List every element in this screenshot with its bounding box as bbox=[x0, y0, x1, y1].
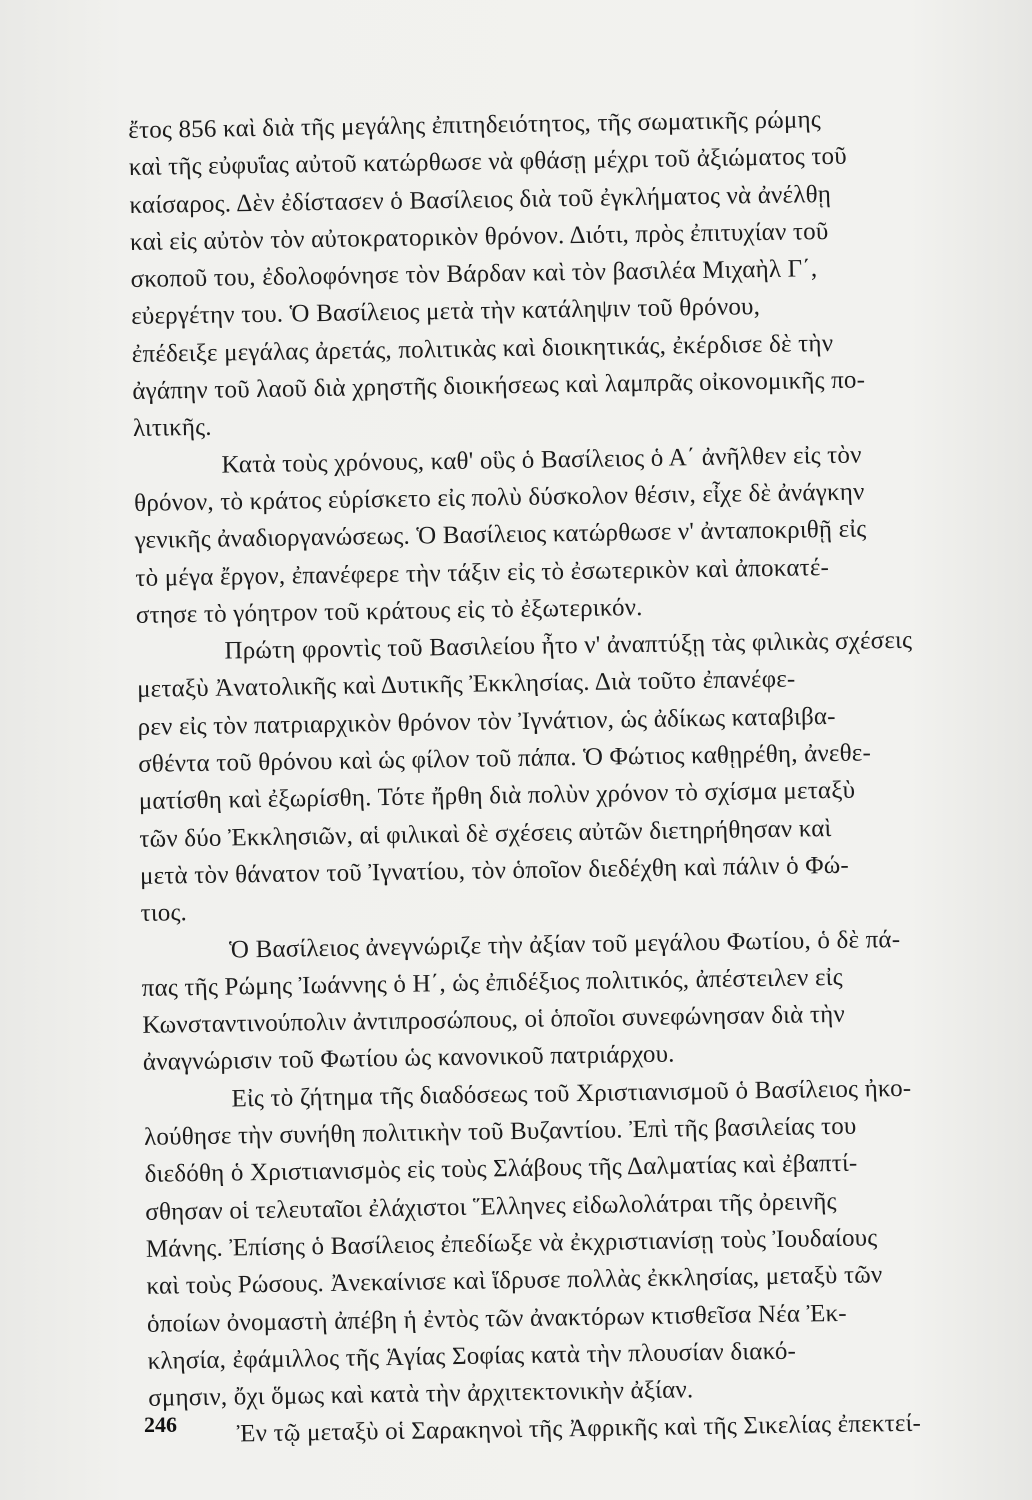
text-line: στησε τὸ γόητρον τοῦ κράτους εἰς τὸ ἐξωτερικόν. bbox=[135, 593, 643, 629]
text-line: μετὰ τὸν θάνατον τοῦ Ἰγνατίου, τὸν ὁποῖον διεδέχθη καὶ πάλιν ὁ Φώ- bbox=[139, 851, 850, 890]
text-line: ἀγάπην τοῦ λαοῦ διὰ χρηστῆς διοικήσεως καὶ λαμπρᾶς οἰκονομικῆς πο- bbox=[132, 366, 866, 406]
text-line: γενικῆς ἀναδιοργανώσεως. Ὁ Βασίλειος κατώρθωσε ν' ἀνταποκριθῇ εἰς bbox=[134, 515, 867, 555]
text-line: σκοποῦ του, ἐδολοφόνησε τὸν Βάρδαν καὶ τὸν βασιλέα Μιχαὴλ Γ΄, bbox=[130, 255, 818, 294]
text-line: ἀναγνώρισιν τοῦ Φωτίου ὡς κανονικοῦ πατριάρχου. bbox=[142, 1040, 675, 1077]
body-text bbox=[128, 99, 997, 1455]
text-line: τιος. bbox=[140, 899, 188, 928]
text-line: μεταξὺ Ἀνατολικῆς καὶ Δυτικῆς Ἐκκλησίας. Διὰ τοῦτο ἐπανέφε- bbox=[136, 666, 796, 704]
text-line: θρόνον, τὸ κράτος εὑρίσκετο εἰς πολὺ δύσκολον θέσιν, εἶχε δὲ ἀνάγκην bbox=[133, 478, 865, 517]
text-line: ὁποίων ὀνομαστὴ ἀπέβη ἡ ἐντὸς τῶν ἀνακτόρων κτισθεῖσα Νέα Ἐκ- bbox=[146, 1299, 848, 1338]
text-line: ρεν εἰς τὸν πατριαρχικὸν θρόνον τὸν Ἰγνάτιον, ὡς ἀδίκως καταβιβα- bbox=[137, 702, 836, 741]
text-line: σθέντα τοῦ θρόνου καὶ ὡς φίλον τοῦ πάπα. Ὁ Φώτιος καθῃρέθη, ἀνεθε- bbox=[138, 739, 872, 778]
text-line: τὸ μέγα ἔργον, ἐπανέφερε τὴν τάξιν εἰς τὸ ἐσωτερικὸν καὶ ἀποκατέ- bbox=[135, 553, 830, 592]
text-line: σμησιν, ὄχι ὅμως καὶ κατὰ τὴν ἀρχιτεκτονικὴν ἀξίαν. bbox=[147, 1376, 694, 1412]
text-line: ἔτος 856 καὶ διὰ τῆς μεγάλης ἐπιτηδειότητος, τῆς σωματικῆς ρώμης bbox=[128, 106, 822, 144]
text-line: Κωνσταντινούπολιν ἀντιπροσώπους, οἱ ὁποῖοι συνεφώνησαν διὰ τὴν bbox=[142, 1000, 846, 1040]
text-line: λιτικῆς. bbox=[132, 414, 212, 443]
paragraph-start-line: Ὁ Βασίλειος ἀνεγνώριζε τὴν ἀξίαν τοῦ μεγάλου Φωτίου, ὁ δὲ πά- bbox=[228, 925, 901, 964]
text-line: ἐπέδειξε μεγάλας ἀρετάς, πολιτικὰς καὶ διοικητικάς, ἐκέρδισε δὲ τὴν bbox=[131, 329, 834, 368]
text-line: τῶν δύο Ἐκκλησιῶν, αἱ φιλικαὶ δὲ σχέσεις αὐτῶν διετηρήθησαν καὶ bbox=[139, 814, 832, 853]
text-line: διεδόθη ὁ Χριστιανισμὸς εἰς τοὺς Σλάβους τῆς Δαλματίας καὶ ἐβαπτί- bbox=[144, 1149, 858, 1189]
paragraph-start-line: Πρώτη φροντὶς τοῦ Βασιλείου ἦτο ν' ἀναπτύξῃ τὰς φιλικὰς σχέσεις bbox=[224, 626, 913, 665]
paragraph-start-line: Εἰς τὸ ζήτημα τῆς διαδόσεως τοῦ Χριστιανισμοῦ ὁ Βασίλειος ἠκο- bbox=[231, 1074, 912, 1113]
text-line: σθησαν οἱ τελευταῖοι ἐλάχιστοι Ἕλληνες εἰδωλολάτραι τῆς ὀρεινῆς bbox=[145, 1187, 837, 1226]
text-line: λούθησε τὴν συνήθη πολιτικὴν τοῦ Βυζαντίου. Ἐπὶ τῆς βασιλείας του bbox=[143, 1112, 857, 1151]
text-line: πας τῆς Ρώμης Ἰωάννης ὁ Η΄, ὡς ἐπιδέξιος πολιτικός, ἀπέστειλεν εἰς bbox=[141, 963, 843, 1002]
text-line: καὶ εἰς αὐτὸν τὸν αὐτοκρατορικὸν θρόνον. Διότι, πρὸς ἐπιτυχίαν τοῦ bbox=[129, 217, 829, 256]
text-line: εὐεργέτην του. Ὁ Βασίλειος μετὰ τὴν κατάληψιν τοῦ θρόνου, bbox=[131, 293, 761, 331]
text-line: κλησία, ἐφάμιλλος τῆς Ἁγίας Σοφίας κατὰ τὴν πλουσίαν διακό- bbox=[147, 1337, 797, 1375]
paragraph-start-line: Κατὰ τοὺς χρόνους, καθ' οὓς ὁ Βασίλειος ὁ Α΄ ἀνῆλθεν εἰς τὸν bbox=[221, 441, 862, 479]
page-number: 246 bbox=[144, 1412, 177, 1437]
text-line: Μάνης. Ἐπίσης ὁ Βασίλειος ἐπεδίωξε νὰ ἐκχριστιανίσῃ τοὺς Ἰουδαίους bbox=[145, 1224, 878, 1263]
text-line: ματίσθη καὶ ἐξωρίσθη. Τότε ἤρθη διὰ πολὺν χρόνον τὸ σχίσμα μεταξὺ bbox=[138, 777, 856, 816]
text-line: καίσαρος. Δὲν ἐδίστασεν ὁ Βασίλειος διὰ τοῦ ἐγκλήματος νὰ ἀνέλθῃ bbox=[129, 180, 832, 219]
paragraph-start-line: Ἐν τῷ μεταξὺ οἱ Σαρακηνοὶ τῆς Ἀφρικῆς καὶ τῆς Σικελίας ἐπεκτεί- bbox=[236, 1410, 922, 1448]
text-line: καὶ τῆς εὐφυΐας αὐτοῦ κατώρθωσε νὰ φθάσῃ μέχρι τοῦ ἀξιώματος τοῦ bbox=[128, 143, 848, 182]
text-line: καὶ τοὺς Ρώσους. Ἀνεκαίνισε καὶ ἵδρυσε πολλὰς ἐκκλησίας, μεταξὺ τῶν bbox=[146, 1261, 883, 1301]
